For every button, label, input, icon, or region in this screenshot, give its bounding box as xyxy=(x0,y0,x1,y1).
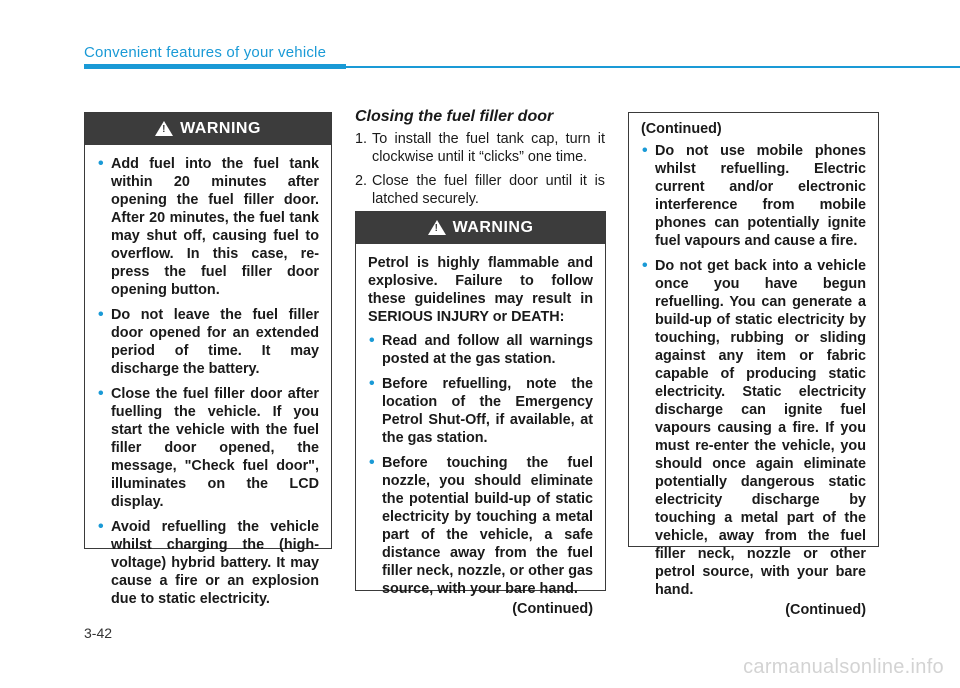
watermark: carmanualsonline.info xyxy=(743,656,944,678)
list-item: • Do not get back into a vehicle once you have begun refuelling. You can generate a build-up of static electricity by touching, rubbing or sliding against any item or fabric capable of producing static electricity. Static electricity discharge can ignite fuel vapours causing a fire. If you must re-enter the vehicle, you should once again eliminate potentially dangerous static electricity discharge by touching a metal part of the vehicle, away from the fuel filler neck, nozzle or other petrol source, with your bare hand. xyxy=(641,257,866,599)
continued-label: (Continued) xyxy=(641,121,722,137)
warning-box-header xyxy=(85,113,331,145)
list-item: • Add fuel into the fuel tank within 20 minutes after opening the fuel filler door. After 20 minutes, the fuel tank may shut off, causing fuel to overflow. In this case, re-press the fuel filler door opening button. xyxy=(97,155,319,299)
continued-label: (Continued) xyxy=(785,602,866,618)
list-item: • Do not use mobile phones whilst refuelling. Electric current and/or electronic interference from mobile phones can potentially ignite fuel vapours and cause a fire. xyxy=(641,142,866,250)
list-item: • Read and follow all warnings posted at the gas station. xyxy=(368,332,593,368)
warning-box-body xyxy=(85,145,331,625)
list-item: • Before refuelling, note the location of the Emergency Petrol Shut-Off, if available, at the gas station. xyxy=(368,375,593,447)
warning-heading: WARNING xyxy=(180,120,261,137)
warning-list xyxy=(641,142,866,599)
list-item: • Avoid refuelling the vehicle whilst charging the (high-voltage) hybrid battery. It may cause a fire or an explosion due to static electricity. xyxy=(97,518,319,608)
section-header-title: Convenient features of your vehicle xyxy=(84,44,327,61)
list-item: • Close the fuel filler door after fuelling the vehicle. If you start the vehicle with the fuel filler door opened, the message, "Check fuel door", illuminates on the LCD display. xyxy=(97,385,319,511)
step-text: Close the fuel filler door until it is latched securely. xyxy=(372,173,605,207)
list-item: • Before touching the fuel nozzle, you should eliminate the potential build-up of static electricity by touching a metal part of the vehicle, a safe distance away from the fuel filler neck, nozzle, or other gas source, with your bare hand. xyxy=(368,454,593,598)
closing-section-title: Closing the fuel filler door xyxy=(355,108,554,125)
step-text: To install the fuel tank cap, turn it clockwise until it “clicks” one time. xyxy=(372,131,605,165)
list-item: • Do not leave the fuel filler door opened for an extended period of time. It may discharge the battery. xyxy=(97,306,319,378)
warning-triangle-icon xyxy=(428,220,446,235)
warning-heading: WARNING xyxy=(452,219,534,236)
warning-box-header xyxy=(356,212,605,244)
page-number: 3-42 xyxy=(84,625,113,641)
warning-triangle-icon xyxy=(155,121,173,136)
header-rule-thick xyxy=(84,64,346,69)
step-number: 2. xyxy=(355,173,368,189)
warning-list xyxy=(97,155,319,608)
warning-intro: Petrol is highly flammable and explosive. Failure to follow these guidelines may result in SERIOUS INJURY or DEATH: xyxy=(368,255,593,325)
step-number: 1. xyxy=(355,131,368,147)
step-item xyxy=(355,130,605,166)
warning-list xyxy=(368,332,593,598)
continued-label: (Continued) xyxy=(512,601,593,617)
warning-box-body xyxy=(356,244,605,628)
warning-box-left xyxy=(84,112,332,607)
header-rule-thin xyxy=(346,66,960,68)
warning-box-body xyxy=(629,113,878,629)
warning-box-right xyxy=(628,112,879,618)
warning-box-middle xyxy=(355,211,606,617)
closing-steps-list xyxy=(355,130,605,214)
step-item xyxy=(355,172,605,208)
